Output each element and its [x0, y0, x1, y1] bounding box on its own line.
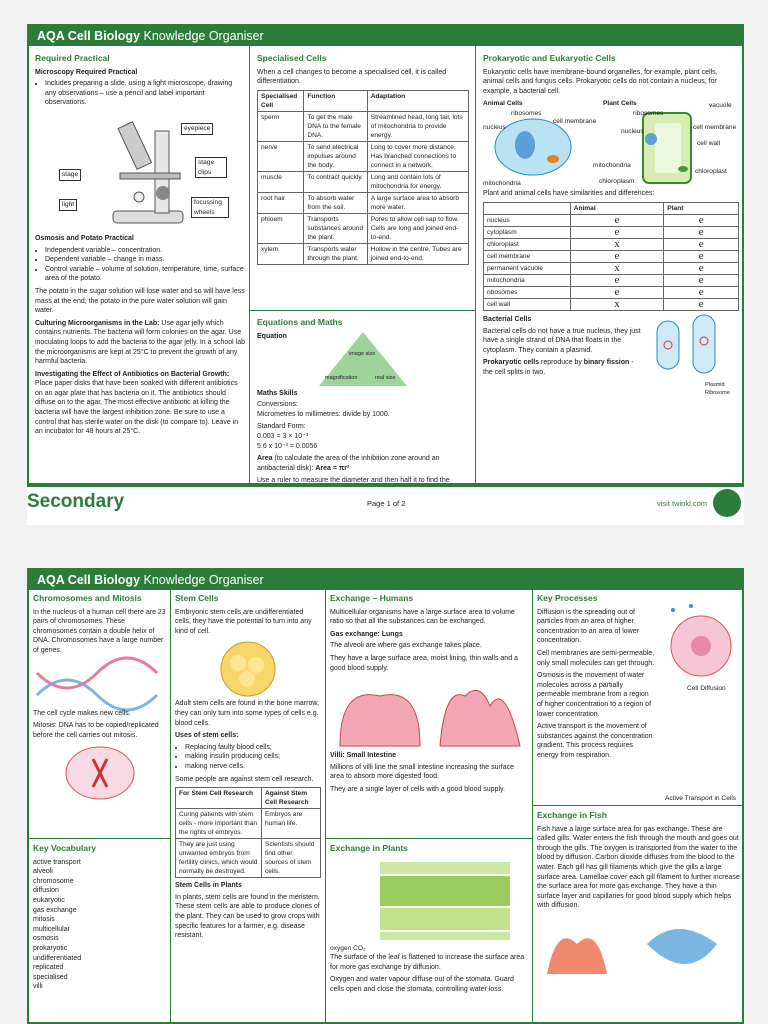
microscope-diagram: eyepiece stage stage clips light focussing wheels [35, 111, 245, 231]
page-one [27, 24, 744, 485]
cell-diagrams: Animal Cells Plant Cells ribosomes cell membrane nucleus mitochondria vacuole ribosomes nucleus cell membrane cell wall mitochondria chloroplasm chloroplast [483, 99, 739, 189]
twinkl-badge-icon [713, 489, 741, 517]
embryo-icon [175, 639, 321, 699]
footer-bar [27, 485, 744, 525]
section-heading: Required Practical [35, 53, 110, 63]
page-number: Page 1 of 2 [367, 499, 406, 508]
cell-comparison-table: Animal Plant nucleus e e cytoplasm e e chloroplast x e cell membrane e e permanent vacuole x e mitochondria e e ribosomes e e cell wall x e [483, 202, 739, 311]
cell-diffusion-icon [661, 602, 741, 682]
specialised-cells-table: Specialised Cell Function Adaptation sperm To get the male DNA to the female DNA. Streamlined head, long tail, lots of mitochondria to provide energy. nerve To send electrical impulses around the body. Long to cover more distance. Has branched connections to connect in a network. muscle To contract quickly. Long and contain lots of mitochondria for energy. root hair To absorb water from the soil. A large surface area to absorb more water. phloem Transports substances around the plant. Pores to allow cell sap to flow. Cells are long and joined end-to-end. xylem Transports water through the plant. Hollow in the centre. Tubes are joined end-to-end. [257, 90, 469, 265]
dna-helix-icon [33, 659, 167, 709]
stem-cell-table: For Stem Cell Research Against Stem Cell Research Curing patients with stem cells - more important than the rights of embryos. Embryos are human life. They are just using unwanted embryos from fertility clinics, which would normally be destroyed. Scientists should find other sources of stem cells. [175, 787, 321, 878]
vocab-list: active transport alveoli chromosome diffusion eukaryotic gas exchange mitosis multicellular osmosis prokaryotic undifferentiated replicated specialised villi [33, 858, 82, 991]
page-one-title: AQA Cell Biology Knowledge Organiser [29, 26, 742, 46]
page-two: AQA Cell Biology Knowledge Organiser Chromosomes and Mitosis In the nucleus of a human cell there are 23 pairs of chromosomes. These chromosomes contain a double helix of DNA. Chromosomes have a large number of genes. The cell cycle makes new cells. Mitosis: DNA has to be copied/replicated before the cell carries out mitosis. Key Vocabulary active transport alveoli chromosome diffusion eukaryotic gas exchange mitosis multicellular osmosis prokaryotic undifferentiated replicated specialised villi Stem Cells Embryonic stem cells are undifferentiated cells, they have the potential to turn into any kind of cell. Adult stem cells are found in the bone marrow, they can only turn into some types of cells e.g. blood cells. Uses of stem cells: • Replacing faulty blood cells; • making insulin producing cells; • making nerve cells. Some people are against stem cell research. For Stem Cell Research Against Stem Cell Research Curing patients with stem cells - more important than the rights of embryos. Embryos are human life. They are just using unwanted embryos from fertility clinics, which would normally be destroyed. Scientists should find other sources of stem cells. Stem Cells in Plants In plants, stem cells are found in the meristem. These stem cells are able to produce clones of the plant. They can be used to grow crops with specific features for a farmer, e.g. disease resistant. Exchange – Humans Multicellular organisms have a large surface area to volume ratio so that all the substances can be exchanged. Gas exchange: Lungs The alveoli are where gas exchange takes place. They have a large surface area, moist lining, thin walls and a good blood supply. Villi: Small Intestine Millions of villi line the small intestine increasing the surface area to absorb more digested food. They are a single layer of cells with a good blood supply. Exchange in Plants oxygen CO₂ The surface of the leaf is flattened to increase the surface area for more gas exchange by diffusion. Oxygen and water vapour diffuse out of the stomata. Guard cells open and close the stomata, controlling water loss. Key Processes Diffusion is the spreading out of particles from an area of higher concentration to an area of lower concentration. Cell membranes are semi-permeable, only small molecules can get through. Osmosis is the movement of water molecules across a partially permeable membrane from a region of higher concentration to a region of lower concentration. Active transport is the movement of substances against the concentration gradient. This process requires energy from respiration. Cell Diffusion Active Transport in Cells Exchange in Fish Fish have a large surface area for gas exchange. These are called gills. Water enters the fish through the mouth and goes out through the gills. The oxygen is transported from the water to the blood by diffusion. Carbon dioxide diffuses from the blood to the water. Each gill has gill filaments which give the gills a large surface area. Lamellae cover each gill filament to further increase the surface area for more gas exchange. They have a thin surface layer and capillaries for good blood supply which helps with diffusion. [27, 568, 744, 1024]
prokaryotic-eukaryotic: Prokaryotic and Eukaryotic Cells Eukaryotic cells have membrane-bound organelles, for example, plant cells, animal cells and fungus cells. Prokaryotic cells do not contain a nucleus, for example, a bacterial cell. Animal Cells Plant Cells ribosomes cell membrane nucleus mitochondria vacuole ribosomes nucleus cell membrane cell wall mitochondria chloroplasm chloroplast Plant and animal cells have similarities and differences: Animal Plant nucleus e e cytoplasm e e chloroplast x e cell membrane e e permanent vacuole x e mitochondria e e ribosomes e e cell wall x e Bacterial Cells Bacterial cells do not have a true nucleus, they just have a single strand of DNA that floats in the cytoplasm. They contain a plasmid. Prokaryotic cells reproduce by binary fission - the cell splits in two. Plasmid Ribosome [483, 52, 739, 484]
required-practical: Required Practical Microscopy Required Practical • Includes preparing a slide, using a light microscope, drawing any observations – use a pencil and label important observations. eyepiece stage stage clips light focussing wheels Osmosis and Potato Practical • Independent variable – concentration. • Dependent variable – change in mass. • Control variable – volume of solution, temperature, time, surface area of the potato. The potato in the sugar solution will lose water and so will have less mass at the end; the potato in the pure water solution will gain water. Culturing Microorganisms in the Lab: Use agar jelly which contains nutrients. The bacteria will form colonies on the agar. Use inoculating loops to add the bacteria to the agar jelly. In a school lab the microorganisms are kept at 25°C to prevent the growth of any harmful bacteria. Investigating the Effect of Antibiotics on Bacterial Growth: Place paper disks that have been soaked with different antibiotics on an agar plate that has bacteria on it. The antibiotics should diffuse on to the agar. The most effective antibiotic at killing the bacteria will have the largest inhibition zone. Be sure to use a control that has sterile water on the disk (to compare to). Leave in an incubator for 48 hours at 25°C. [35, 52, 245, 487]
leaf-section-icon [330, 858, 528, 944]
gills-icon [537, 914, 741, 984]
visit-link[interactable]: visit twinkl.com [657, 499, 708, 508]
page-two-title: AQA Cell Biology Knowledge Organiser [29, 570, 742, 590]
brand-logo: Secondary [27, 491, 125, 512]
alveoli-villi-icon [330, 676, 528, 748]
mitosis-icon [33, 743, 167, 803]
equations-and-maths: Equations and Maths Equation image size magnification real size Maths Skills Conversions: Micrometres to millimetres: divide by 1000. Standard Form: 0.003 = 3 × 10⁻³ 5.6 x 10⁻³ = 0.0056 Area (to calculate the area of the inhibition zone around an antibacterial disk): Area = πr² Use a ruler to measure the diameter and then half it to find the [257, 316, 469, 484]
specialised-cells: Specialised Cells When a cell changes to become a specialised cell, it is called differentiation. Specialised Cell Function Adaptation sperm To get the male DNA to the female DNA. Streamlined head, long tail, lots of mitochondria to provide energy. nerve To send electrical impulses around the body. Long to cover more distance. Has branched connections to connect in a network. muscle To contract quickly. Long and contain lots of mitochondria for energy. root hair To absorb water from the soil. A large surface area to absorb more water. phloem Transports substances around the plant. Pores to allow cell sap to flow. Cells are long and joined end-to-end. xylem Transports water through the plant. Hollow in the centre. Tubes are joined end-to-end. [257, 52, 469, 308]
